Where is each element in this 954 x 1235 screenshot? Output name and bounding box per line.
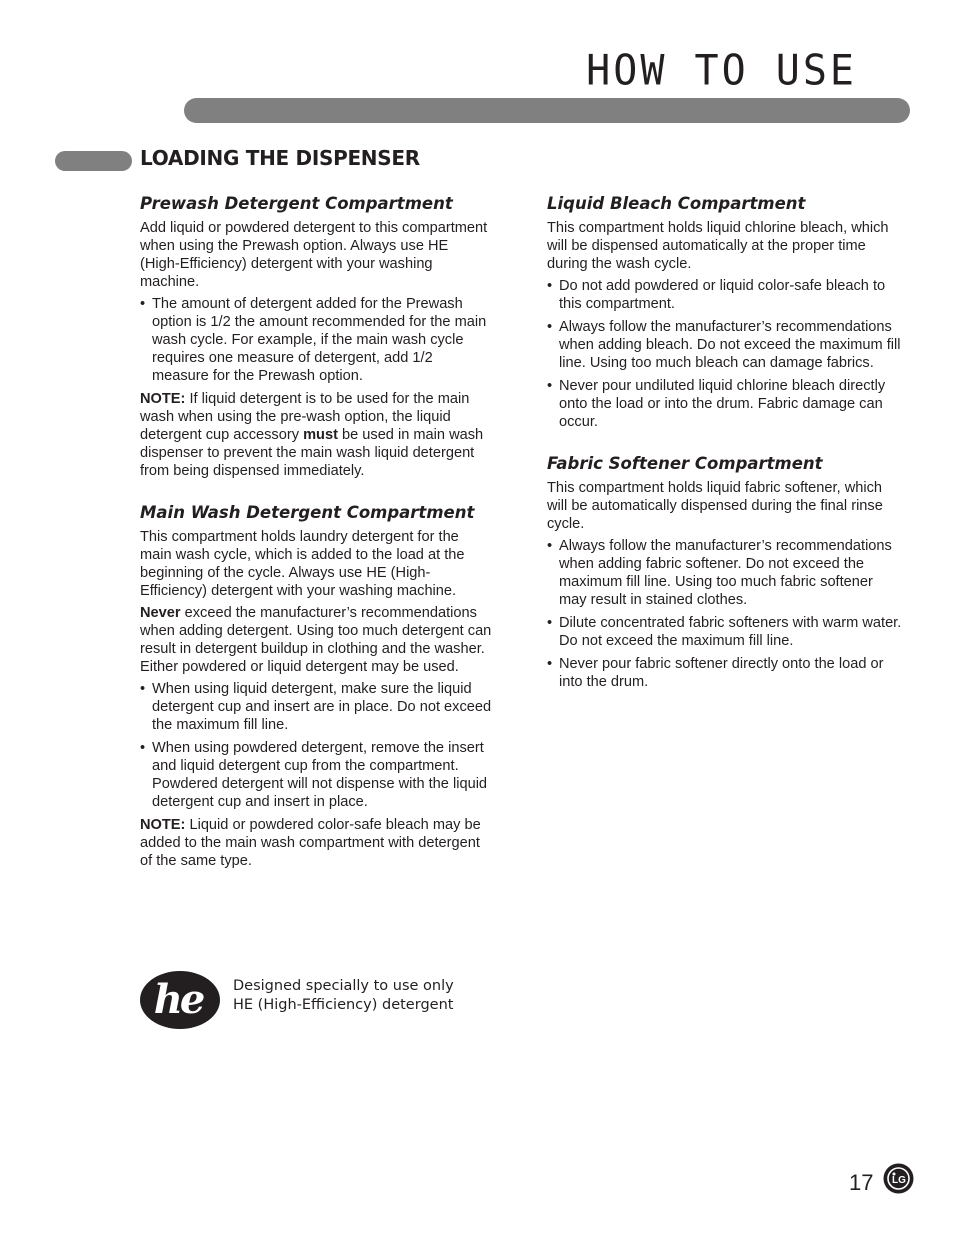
softener-bullets (547, 537, 902, 691)
note-label: NOTE: (140, 391, 186, 407)
note-text: If liquid detergent is to be used for the main wash when using the pre-wash option, the liquid detergent cup accessory (140, 391, 470, 443)
section-title: LOADING THE DISPENSER (140, 146, 420, 170)
bleach-section (547, 193, 902, 431)
he-caption-line2: HE (High-Efficiency) detergent (233, 997, 454, 1013)
he-logo-icon (139, 969, 221, 1031)
list-item: • Never pour fabric softener directly onto the load or into the drum. (547, 655, 902, 691)
he-caption (233, 977, 454, 1015)
softener-section (547, 453, 902, 691)
mainwash-intro: This compartment holds laundry detergent for the main wash cycle, which is added to the load at the beginning of the cycle. Always use HE (High-Efficiency) detergent with your washing machine. (140, 529, 465, 599)
prewash-bullets (140, 295, 492, 385)
list-item: • When using powdered detergent, remove the insert and liquid detergent cup from the compartment. Powdered detergent will not dispense with the liquid detergent cup and insert in place. (140, 739, 492, 811)
bleach-bullets (547, 277, 902, 431)
mainwash-bullets (140, 680, 492, 811)
list-item: • When using liquid detergent, make sure the liquid detergent cup and insert are in place. Do not exceed the maximum fill line. (140, 680, 492, 734)
mainwash-section (140, 502, 492, 870)
right-column (547, 193, 902, 713)
bleach-intro: This compartment holds liquid chlorine bleach, which will be dispensed automatically at the proper time during the wash cycle. (547, 220, 889, 272)
note-text: Liquid or powdered color-safe bleach may be added to the main wash compartment with detergent of the same type. (140, 817, 481, 869)
mainwash-heading: Main Wash Detergent Compartment (140, 503, 475, 522)
section-pill (55, 151, 132, 171)
page-header-title: HOW TO USE (586, 46, 857, 96)
note-label: NOTE: (140, 817, 186, 833)
list-item: • Always follow the manufacturer’s recommendations when adding fabric softener. Do not exceed the maximum fill line. Using too much fabric softener may result in stained clothes. (547, 537, 902, 609)
mainwash-never (140, 604, 492, 676)
prewash-heading: Prewash Detergent Compartment (140, 194, 453, 213)
lg-logo-text: LG (892, 1175, 906, 1186)
list-item: • Never pour undiluted liquid chlorine bleach directly onto the load or into the drum. Fabric damage can occur. (547, 377, 902, 431)
lg-logo-icon (883, 1163, 914, 1194)
he-caption-line1: Designed specially to use only (233, 978, 454, 994)
he-logo-text: he (153, 976, 203, 1023)
header-bar (184, 98, 910, 123)
left-column (140, 193, 492, 892)
softener-intro: This compartment holds liquid fabric softener, which will be automatically dispensed during the final rinse cycle. (547, 480, 883, 532)
prewash-section (140, 193, 492, 480)
page-number: 17 (849, 1170, 874, 1195)
prewash-intro: Add liquid or powdered detergent to this compartment when using the Prewash option. Always use HE (High-Efficiency) detergent with your washing machine. (140, 220, 488, 290)
softener-heading: Fabric Softener Compartment (547, 454, 823, 473)
note-emphasis: must (303, 427, 338, 443)
note-text: be used in main wash dispenser to prevent the main wash liquid detergent from being dispensed immediately. (140, 427, 484, 479)
bleach-heading: Liquid Bleach Compartment (547, 194, 806, 213)
list-item: • The amount of detergent added for the Prewash option is 1/2 the amount recommended for the main wash cycle. For example, if the main wash cycle requires one measure of detergent, add 1/2 measure for the Prewash option. (140, 295, 492, 385)
list-item: • Dilute concentrated fabric softeners with warm water. Do not exceed the maximum fill line. (547, 614, 902, 650)
never-text: exceed the manufacturer’s recommendations when adding detergent. Using too much detergent can result in detergent buildup in clothing and the washer. Either powdered or liquid detergent may be used. (140, 605, 492, 675)
list-item: • Always follow the manufacturer’s recommendations when adding bleach. Do not exceed the maximum fill line. Using too much bleach can damage fabrics. (547, 318, 902, 372)
mainwash-note (140, 816, 492, 870)
never-label: Never (140, 605, 181, 621)
prewash-note (140, 390, 492, 480)
list-item: • Do not add powdered or liquid color-safe bleach to this compartment. (547, 277, 902, 313)
